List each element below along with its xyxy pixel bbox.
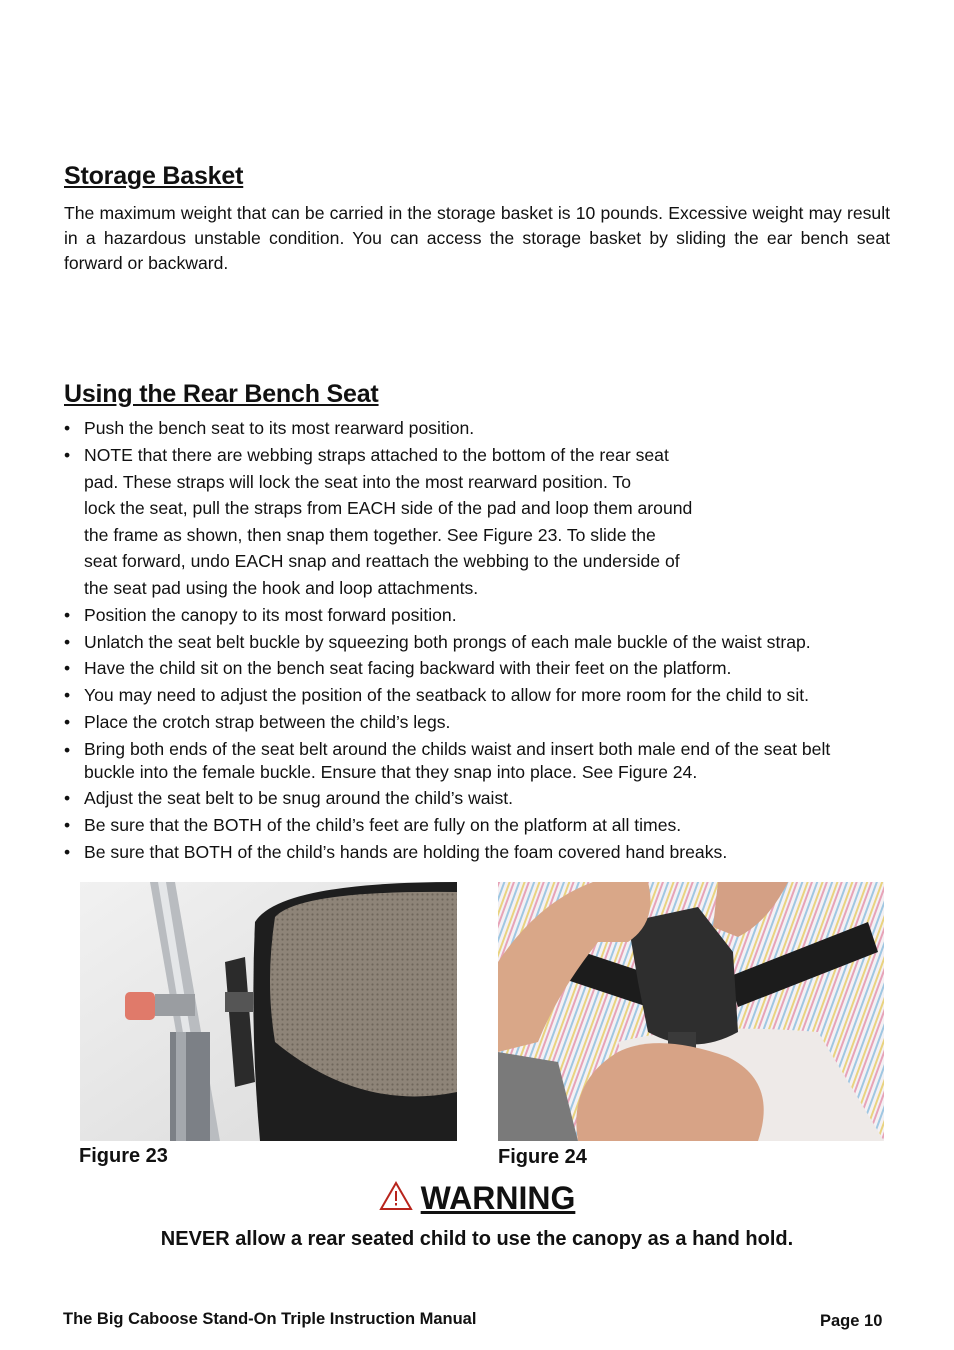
list-item: • Be sure that the BOTH of the child’s feet are fully on the platform at all times. [64,815,682,835]
warning-text: NEVER allow a rear seated child to use the canopy as a hand hold. [160,1228,794,1250]
list-item: • Unlatch the seat belt buckle by squeezing both prongs of each male buckle of the waist strap. [64,632,811,652]
warning-title: WARNING [420,1180,576,1216]
list-item: • Bring both ends of the seat belt around the childs waist and insert both male end of the seat belt buckle into the female buckle. Ensure that they snap into place. See Figure 24. [64,739,831,782]
rear-bench-seat-heading: Using the Rear Bench Seat [64,380,379,408]
figure-24-caption: Figure 24 [498,1146,587,1168]
storage-basket-heading: Storage Basket [64,162,244,190]
list-item: • Place the crotch strap between the child’s legs. [64,712,451,732]
footer-manual-title: The Big Caboose Stand-On Triple Instruction Manual [63,1310,477,1328]
list-item: • Position the canopy to its most forward position. [64,605,457,625]
warning-banner [0,1180,954,1217]
figure-24-image [498,882,884,1141]
list-item: • NOTE that there are webbing straps attached to the bottom of the rear seat pad. These straps will lock the seat into the most rearward position. To lock the seat, pull the straps from EACH side of the pad and loop them around the frame as shown, then snap them together. See Figure 23. To slide the seat forward, undo EACH snap and reattach the webbing to the underside of the seat pad using the hook and loop attachments. [64,445,693,598]
list-item: • Be sure that BOTH of the child’s hands are holding the foam covered hand breaks. [64,842,728,862]
footer-page-number: Page 10 [820,1312,883,1330]
storage-basket-paragraph: The maximum weight that can be carried in the storage basket is 10 pounds. Excessive weight may result in a hazardous unstable condition. You can access the storage basket by sliding the ear bench seat forward or backward. [64,203,890,273]
warning-triangle-icon [379,1181,413,1216]
list-item: • Adjust the seat belt to be snug around the child’s waist. [64,788,514,808]
list-item: • Push the bench seat to its most rearward position. [64,418,475,438]
figure-23-image [80,882,457,1141]
figure-23-caption: Figure 23 [79,1145,168,1167]
list-item: • Have the child sit on the bench seat facing backward with their feet on the platform. [64,658,732,678]
list-item: • You may need to adjust the position of the seatback to allow for more room for the child to sit. [64,685,810,705]
